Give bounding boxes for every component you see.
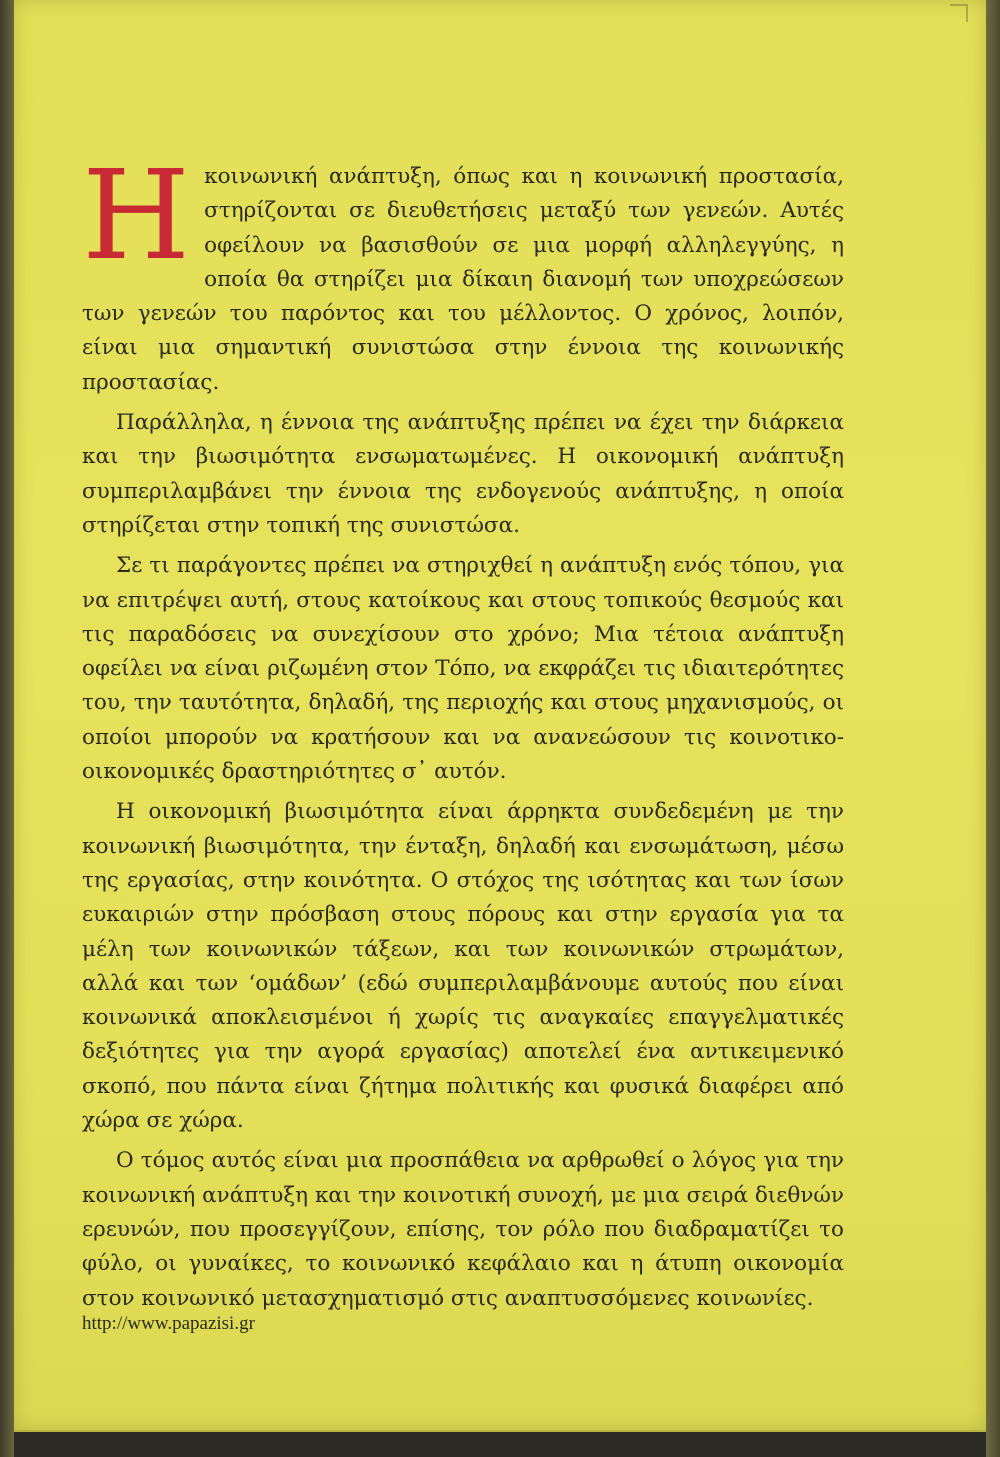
blurb-text	[82, 144, 844, 1322]
paragraph-2: Παράλληλα, η έννοια της ανάπτυξης πρέπει να έχει την διάρκεια και την βιωσιμότητα ενσωματωμένες. Η οικονομική ανάπτυξη συμπεριλαμβάνει την έννοια της ενδογενούς ανάπτυξης, η οποία στηρίζεται στην τοπική της συνιστώσα.	[82, 410, 844, 538]
drop-cap-letter: Η	[82, 144, 191, 288]
corner-crease	[950, 4, 968, 22]
paragraph-5: Ο τόμος αυτός είναι μια προσπάθεια να αρθρωθεί ο λόγος για την κοινωνική ανάπτυξη και την κοινοτική συνοχή, με μια σειρά διεθνών ερευνών, που προσεγγίζουν, επίσης, τον ρόλο που διαδραματίζει το φύλο, οι γυναίκες, το κοινωνικό κεφάλαιο και η άτυπη οικονομία στον κοινωνικό μετασχηματισμό στις αναπτυσσόμενες κοινωνίες.	[82, 1148, 844, 1311]
book-left-edge	[0, 0, 14, 1457]
publisher-website: http://www.papazisi.gr	[82, 1313, 255, 1334]
paragraph-1	[82, 144, 844, 400]
paragraph-3: Σε τι παράγοντες πρέπει να στηριχθεί η ανάπτυξη ενός τόπου, για να επιτρέψει αυτή, στους κατοίκους και στους τοπικούς θεσμούς και τις παραδόσεις να συνεχίσουν στο χρόνο; Μια τέτοια ανάπτυξη οφείλει να είναι ριζωμένη στον Τόπο, να εκφράζει τις ιδιαιτερότητες του, την ταυτότητα, δηλαδή, της περιοχής και στους μηχανισμούς, οι οποίοι μπορούν να κρατήσουν και να ανανεώσουν τις κοινοτικο-οικονομικές δραστηριότητες σ᾽ αυτόν.	[82, 553, 844, 785]
paragraph-1-text: κοινωνική ανάπτυξη, όπως και η κοινωνική προστασία, στηρίζονται σε διευθετήσεις μεταξύ των γενεών. Αυτές οφείλουν να βασισθούν σε μια μορφή αλληλεγγύης, η οποία θα στηρίζει μια δίκαιη διανομή των υποχρεώσεων των γενεών του παρόντος και του μέλλοντος. Ο χρόνος, λοιπόν, είναι μια σημαντική συνιστώσα στην έννοια της κοινωνικής προστασίας.	[82, 164, 844, 395]
paragraph-4: Η οικονομική βιωσιμότητα είναι άρρηκτα συνδεδεμένη με την κοινωνική βιωσιμότητα, την ένταξη, δηλαδή και ενσωμάτωση, μέσω της εργασίας, στην κοινότητα. Ο στόχος της ισότητας και των ίσων ευκαιριών στην πρόσβαση στους πόρους και στην εργασία για τα μέλη των κοινωνικών τάξεων, και των κοινωνικών στρωμάτων, αλλά και των ‘ομάδων’ (εδώ συμπεριλαμβάνουμε αυτούς που είναι κοινωνικά αποκλεισμένοι ή χωρίς τις αναγκαίες επαγγελματικές δεξιότητες για την αγορά εργασίας) αποτελεί ένα αντικειμενικό σκοπό, που πάντα είναι ζήτημα πολιτικής και φυσικά διαφέρει από χώρα σε χώρα.	[82, 799, 844, 1134]
book-right-edge	[986, 0, 1000, 1457]
